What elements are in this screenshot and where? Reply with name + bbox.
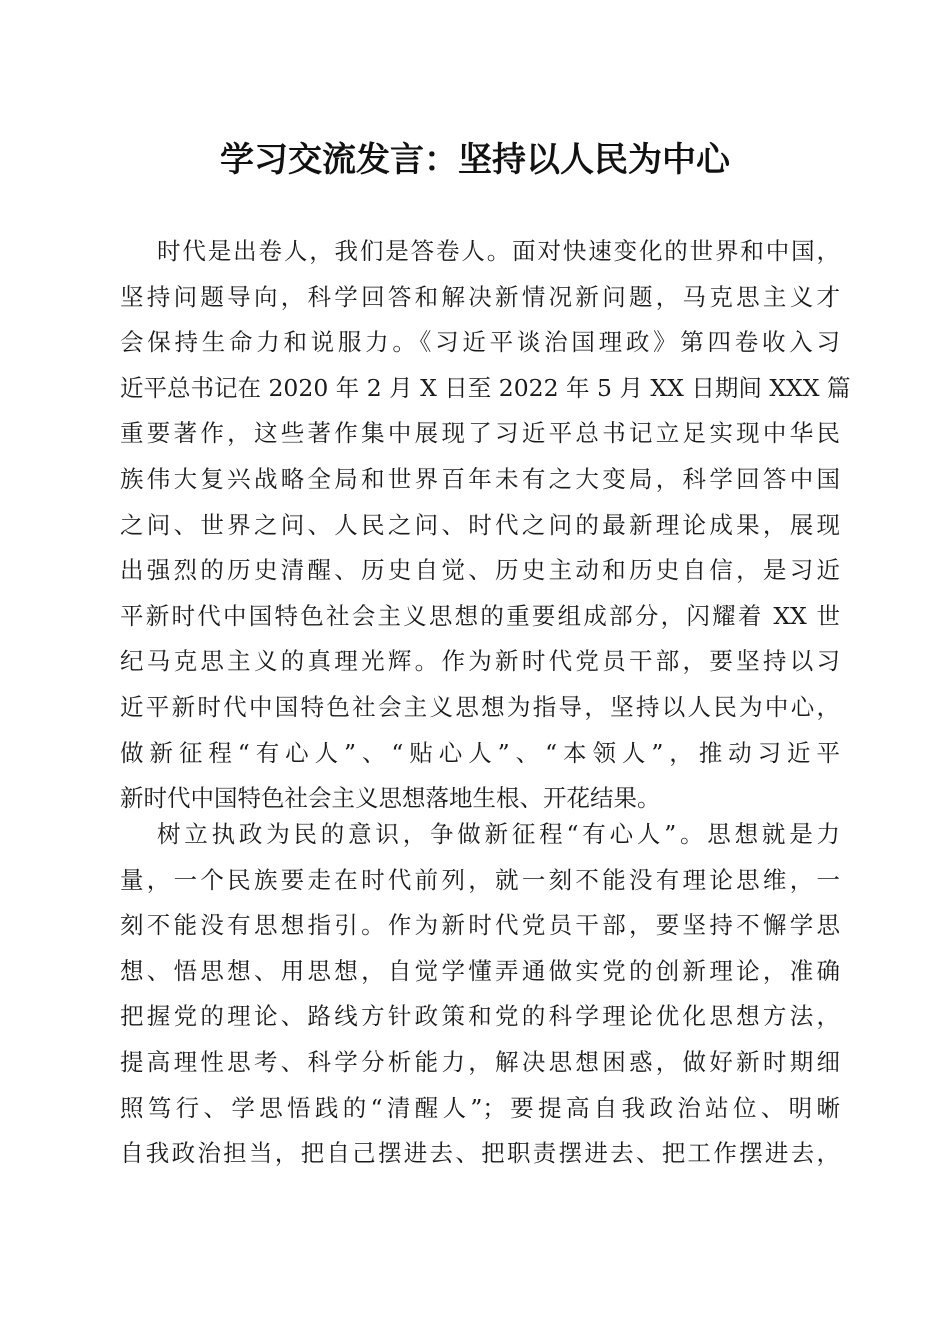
paragraph-line: 照笃行、学思悟践的“清醒人”；要提高自我政治站位、明晰 [120,1093,840,1122]
paragraph-1 [120,229,851,822]
paragraph-line: 做新征程“有心人”、“贴心人”、“本领人”，推动习近平 [120,738,840,767]
document-title: 学习交流发言：坚持以人民为中心 [220,140,730,180]
paragraph-line: 想、悟思想、用思想，自觉学懂弄通做实党的创新理论，准确 [120,956,840,985]
paragraph-line: 纪马克思主义的真理光辉。作为新时代党员干部，要坚持以习 [120,647,840,676]
paragraph-line: 刻不能没有思想指引。作为新时代党员干部，要坚持不懈学思 [120,911,840,940]
paragraph-line: 时代是出卷人，我们是答卷人。面对快速变化的世界和中国， [157,237,840,265]
paragraph-line: 近平新时代中国特色社会主义思想为指导，坚持以人民为中心， [120,692,840,721]
paragraph-line: 自我政治担当，把自己摆进去、把职责摆进去、把工作摆进去， [120,1139,840,1168]
paragraph-line: 把握党的理论、路线方针政策和党的科学理论优化思想方法， [120,1002,840,1031]
paragraph-line: 平新时代中国特色社会主义思想的重要组成部分，闪耀着 XX 世 [120,601,840,630]
paragraph-line: 新时代中国特色社会主义思想落地生根、开花结果。 [120,784,661,813]
paragraph-line: 出强烈的历史清醒、历史自觉、历史主动和历史自信，是习近 [120,556,840,585]
paragraph-line: 坚持问题导向，科学回答和解决新情况新问题，马克思主义才 [120,282,840,311]
paragraph-line: 族伟大复兴战略全局和世界百年未有之大变局，科学回答中国 [120,464,840,493]
paragraph-line: 提高理性思考、科学分析能力，解决思想困惑，做好新时期细 [120,1047,840,1076]
paragraph-line: 近平总书记在 2020 年 2 月 X 日至 2022 年 5 月 XX 日期间 XXX 篇 [120,373,851,402]
paragraph-line: 会保持生命力和说服力。《习近平谈治国理政》第四卷收入习 [120,328,840,357]
paragraph-line: 量，一个民族要走在时代前列，就一刻不能没有理论思维，一 [120,865,840,894]
paragraph-2 [120,812,840,1177]
paragraph-line: 树立执政为民的意识，争做新征程“有心人”。思想就是力 [157,820,840,848]
paragraph-line: 之问、世界之问、人民之问、时代之问的最新理论成果，展现 [120,510,840,539]
paragraph-line: 重要著作，这些著作集中展现了习近平总书记立足实现中华民 [120,419,840,448]
